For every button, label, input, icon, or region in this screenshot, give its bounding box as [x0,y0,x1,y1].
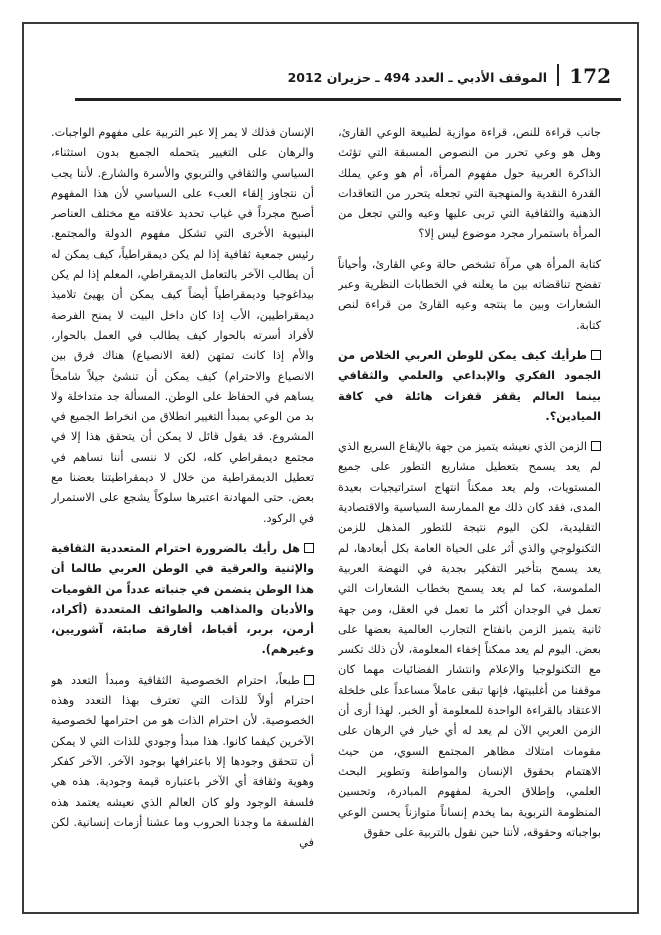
paragraph: الإنسان فذلك لا يمر إلا عبر التربية على مفهوم الواجبات. والرهان على التغيير يتحمله الجميع بدون استثناء، السياسي والثقافي والتربوي والأسرة والشارع. لأننا يجب أن نتجاوز إلقاء العبء على السياسي لأن هذا المفهوم أصبح مجرداً في غياب تحديد علاقته مع مختلف العناصر البنيوية الأخرى التي تشكل مفهوم الدولة والمجتمع. رئيس جمعية ثقافية إذا لم يكن ديمقراطياً، كيف يمكن له أن يطالب الآخر بالتعامل الديمقراطي، المعلم إذا لم يكن بيداغوجيا وديمقراطياً أيضاً كيف يمكن أن يهيئ تلاميذ ديمقراطيين، الأب إذا كان داخل البيت لا يمنح الفرصة لأفراد أسرته بالحوار كيف يطالب في العمل بالحوار، والأم إذا كانت تمتهن (لغة الانصياع) هناك فرق بين الانصياع والاحترام) كيف يمكن أن تنشئ جيلاً شامخاً يساهم في الحفاظ على الوطن. المسألة جد متداخلة ولا بد من الوعي بمبدأ التغيير انطلاق من انخراط الجميع في المشروع. قد يقول قائل لا يمكن أن يتحقق هذا إلا في مجتمع ديمقراطي كله، لكن لا ننسى أننا نساهم في تعطيل الديمقراطية من خلال لا ديمقراطيتنا بعضنا مع بعض. حتى المهادنة اعتبرها سلوكاً يشجع على الاستمرار في الركود. [51,126,314,525]
page-number: 172 [569,64,611,88]
paragraph: كتابة المرأة هي مرآة تشخص حالة وعي القارئ، وأحياناً تفضح تناقضاته بين ما يعلنه في الخطابات النظرية وعبر الشعارات وبين ما ينتجه وعيه القارئ من قراءة لنص كتابة. [338,257,601,332]
header-separator [557,64,559,86]
interview-question [51,539,314,661]
square-bullet-icon [591,350,601,360]
right-column [338,123,601,883]
answer-text: الزمن الذي نعيشه يتميز من جهة بالإيقاع السريع الذي لم يعد يسمح بتعطيل مشاريع التطور على جميع المستويات، ولم يعد ممكناً انتهاج استراتيجيات بعيدة المدى، فقد كان ذلك مع الممارسة السياسية والاقتصادية التقليدية، لكن اليوم نتيجة للتطور المذهل للزمن التكنولوجي والذي أثر على الحياة العامة بكل أبعادها، لم يعد يسمح بتأخير التفكير بجدية في النهضة العربية الملموسة، كما لم يعد يسمح بخطاب الشعارات التي تعمل في الوجدان أكثر ما تعمل في العقل، ومن جهة ثانية يتميز الزمن بانفتاح التجارب العالمية بعضها على بعض. اليوم لم يعد ممكناً إخفاء المعلومة، لأن ذلك تكسر مع التكنولوجيا والإعلام وانتشار الفضائيات مهما كان موقفنا من أغلبيتها، فإنها تبقى عاملاً مساعداً على خلخلة الاعتقاد بالقراءة الواحدة للمعلومة أو الخبر. لهذا أرى أن الزمن العربي الآن لم يعد له أي خيار في الرهان على مقومات امتلاك مظاهر المجتمع السوي، من حيث الاهتمام بحقوق الإنسان والمواطنة وتطوير البحث العلمي، وإطلاق الحرية لمفهوم المبادرة، وتحسين المنظومة التربوية بما يخدم إنساناً متوازناً يحسن الوعي بواجباته وحقوقه، لأننا حين نقول بالتربية على حقوق [338,440,601,839]
interview-question [338,346,601,427]
square-bullet-icon [304,675,314,685]
interview-answer [338,437,601,843]
question-text: طرأيك كيف يمكن للوطن العربي الخلاص من الجمود الفكري والإبداعي والعلمي والثقافي بينما العالم يقفز قفزات هائلة في كافة الميادين؟. [338,348,601,423]
interview-answer [51,671,314,854]
square-bullet-icon [304,543,314,553]
running-title: الموقف الأدبي ـ العدد 494 ـ حزيران 2012 [287,70,547,85]
question-text: هل رأيك بالضرورة احترام المتعددية الثقافية والإثنية والعرقية في الوطن العربي طالما أن هذا الوطن يتضمن في جنباته عدداً من القوميات والأديان والمذاهب والطوائف المتعددة (أكراد، أرمن، بربر، أقباط، أفارقة صابئة، آشوريين، وغيرهم). [51,541,314,657]
square-bullet-icon [591,441,601,451]
left-column [51,123,314,883]
page-header [75,58,621,101]
paragraph: جانب قراءة للنص، قراءة موازية لطبيعة الوعي القارئ، وهل هو وعي تحرر من النصوص المسبقة التي تؤثث الذاكرة العربية حول مفهوم المرأة، أم هو وعي يملك القدرة النقدية والمنهجية التي تجعله يتحرر من التعاقدات الذهنية والثقافية التي تربى عليها وعيه والتي تجعل من المرأة باستمرار مجرد موضوع ليس إلا؟ [338,126,601,241]
answer-text: طبعاً، احترام الخصوصية الثقافية ومبدأ التعدد هو احترام أولاً للذات التي تعترف بهذا التعدد وهذه الخصوصية. لأن احترام الذات هو من احترامها لخصوصية الآخرين كيفما كانوا. هذا مبدأ وجودي للذات التي لا يمكن أن تتحقق وجودها إلا باعترافها بوجود الآخر. الآخر كفكر وهوية وثقافة أي الآخر باعتباره قيمة وجودية. هذه هي فلسفة الوجود ولو كان العالم الذي نعيشه يعتمد هذه الفلسفة ما وجدنا الحروب وما عشنا أزمات إنسانية. لكن في [51,673,314,850]
